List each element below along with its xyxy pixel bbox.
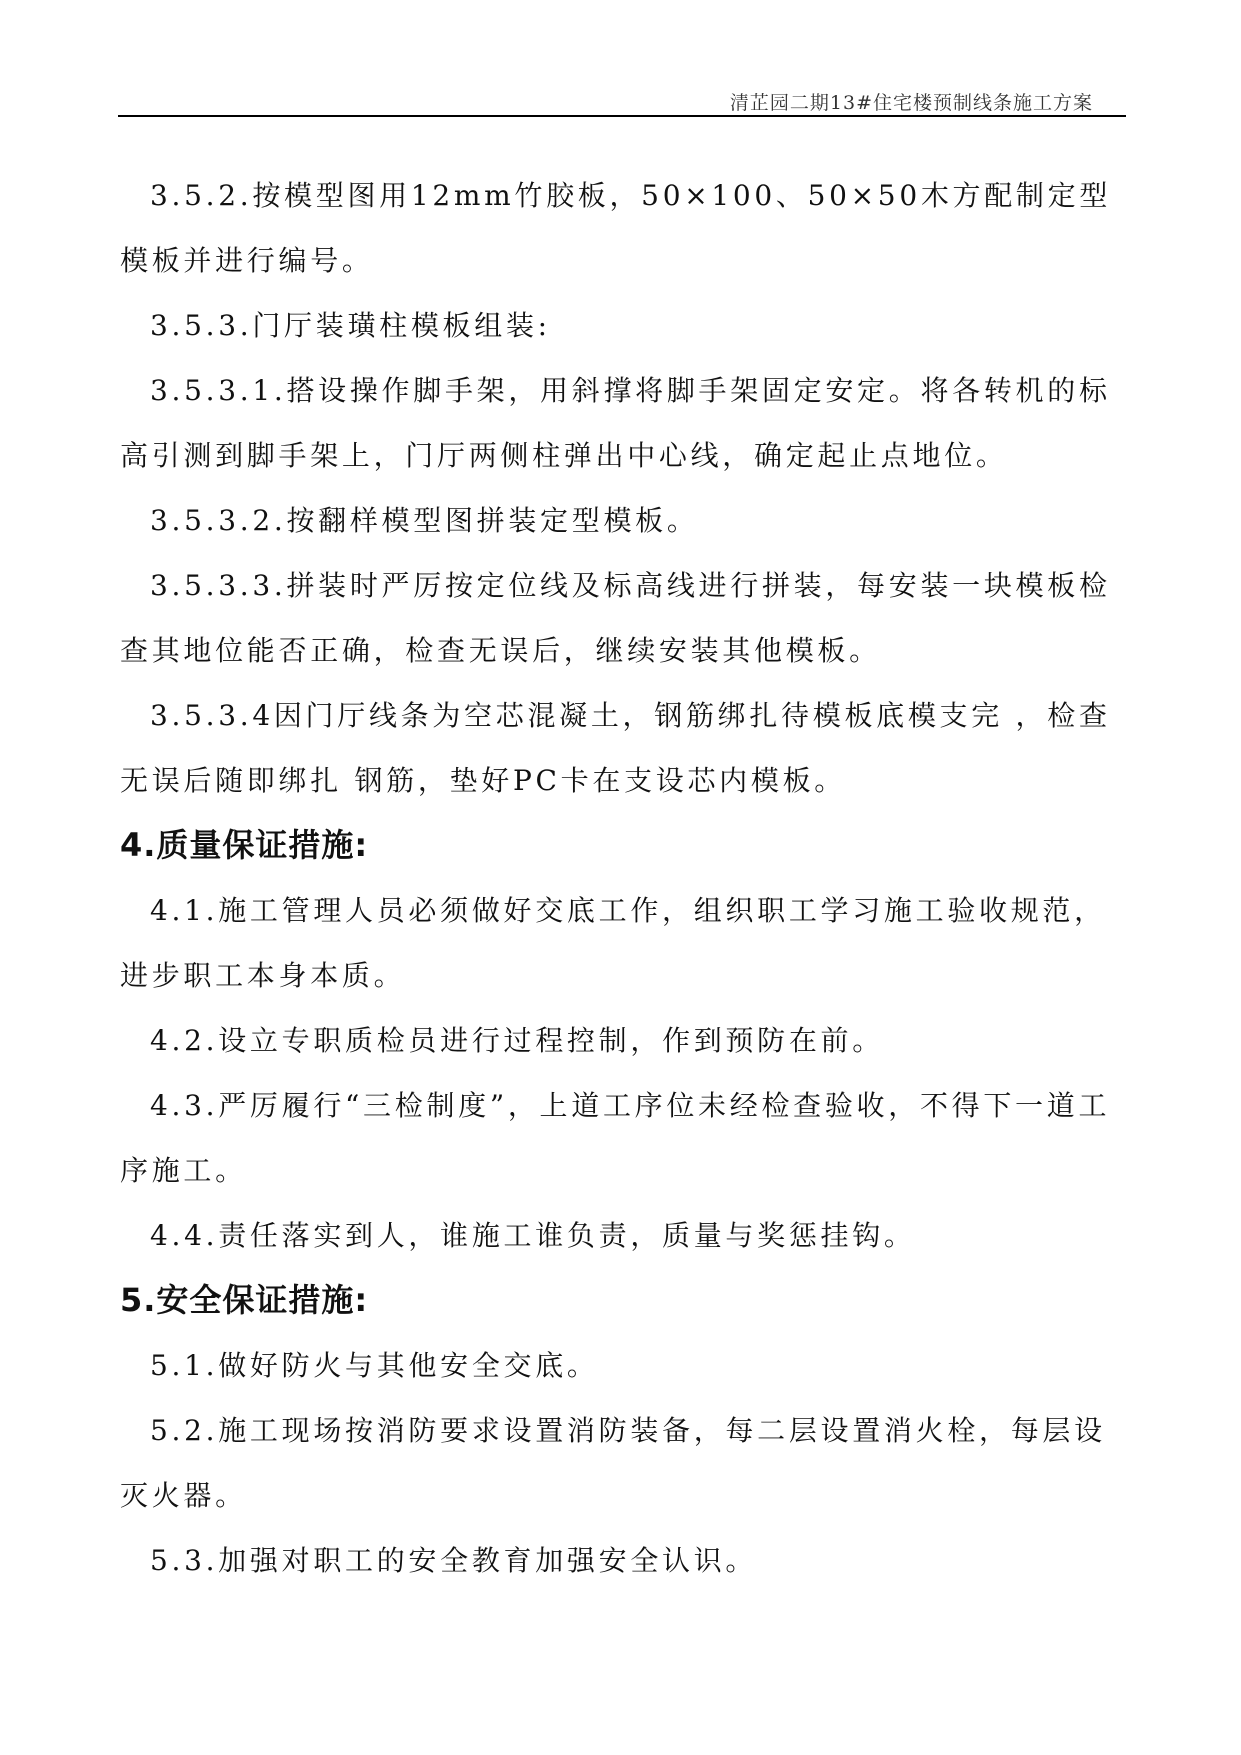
paragraph-5-3: 5.3.加强对职工的安全教育加强安全认识。 [150, 1544, 758, 1577]
paragraph-4-4: 4.4.责任落实到人，谁施工谁负责，质量与奖惩挂钩。 [150, 1219, 916, 1252]
paragraph-3-5-3-2: 3.5.3.2.按翻样模型图拼装定型模板。 [150, 504, 699, 537]
paragraph-4-3: 4.3.严厉履行“三检制度”，上道工序位未经检查验收，不得下一道工序施工。 [120, 1089, 1111, 1187]
paragraph-5-2: 5.2.施工现场按消防要求设置消防装备，每二层设置消火栓，每层设灭火器。 [120, 1414, 1106, 1512]
section-heading-quality: 4.质量保证措施: [120, 826, 369, 864]
paragraph-4-2: 4.2.设立专职质检员进行过程控制，作到预防在前。 [150, 1024, 884, 1057]
section-heading-safety: 5.安全保证措施: [120, 1281, 369, 1319]
paragraph-3-5-2: 3.5.2.按模型图用12mm竹胶板，50×100、50×50木方配制定型模板并进行编号。 [120, 179, 1112, 277]
header-divider [118, 115, 1126, 117]
paragraph-3-5-3-3: 3.5.3.3.拼装时严厉按定位线及标高线进行拼装，每安装一块模板检查其地位能否正确，检查无误后，继续安装其他模板。 [120, 569, 1111, 667]
running-header: 清芷园二期13#住宅楼预制线条施工方案 [729, 92, 1093, 114]
paragraph-5-1: 5.1.做好防火与其他安全交底。 [150, 1349, 599, 1382]
document-body [120, 163, 1130, 1593]
paragraph-3-5-3: 3.5.3.门厅装璜柱模板组装: [150, 309, 551, 342]
paragraph-3-5-3-4: 3.5.3.4因门厅线条为空芯混凝土，钢筋绑扎待模板底模支完 ，检查无误后随即绑扎 钢筋，垫好PC卡在支设芯内模板。 [120, 699, 1111, 797]
paragraph-3-5-3-1: 3.5.3.1.搭设操作脚手架，用斜撑将脚手架固定安定。将各转机的标高引测到脚手架上，门厅两侧柱弹出中心线，确定起止点地位。 [120, 374, 1111, 472]
paragraph-4-1: 4.1.施工管理人员必须做好交底工作，组织职工学习施工验收规范，进步职工本身本质。 [120, 894, 1106, 992]
